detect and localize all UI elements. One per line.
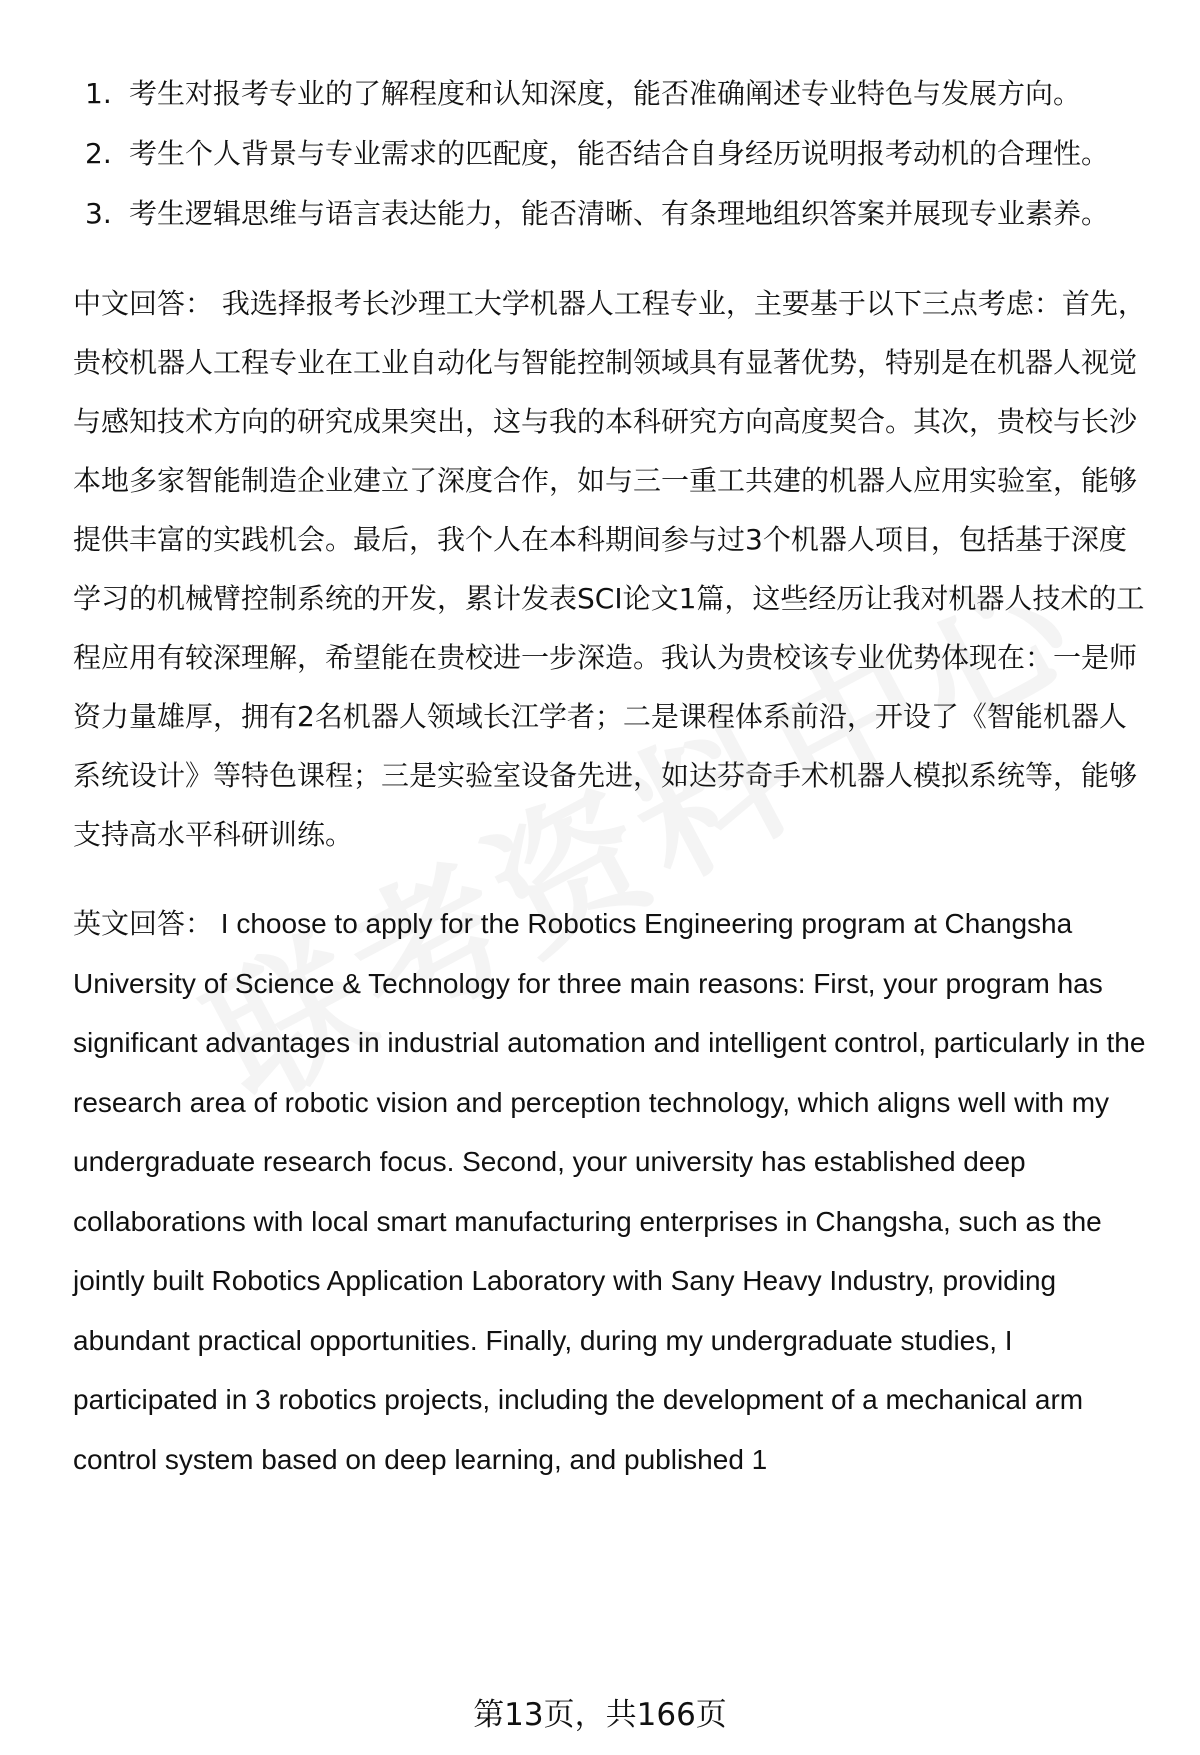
criteria-list (73, 64, 1153, 244)
criteria-text: 考生对报考专业的了解程度和认知深度，能否准确阐述专业特色与发展方向。 (129, 77, 1082, 110)
criteria-item (73, 184, 1153, 244)
chinese-answer-label: 中文回答： (73, 287, 214, 320)
document-body (73, 64, 1153, 1489)
chinese-answer (73, 274, 1153, 864)
page-number: 第13页，共166页 (473, 1697, 727, 1733)
page-footer (0, 1695, 1200, 1735)
criteria-text: 考生逻辑思维与语言表达能力，能否清晰、有条理地组织答案并展现专业素养。 (129, 197, 1110, 230)
english-answer-text: I choose to apply for the Robotics Engineering program at Changsha University of Science & Technology for three main reasons: First, your program has significant advantages in industrial automation and intelligent control, particularly in the research area of robotic vision and perception technology, which aligns well with my undergraduate research focus. Second, your university has established deep collaborations with local smart manufacturing enterprises in Changsha, such as the jointly built Robotics Application Laboratory with Sany Heavy Industry, providing abundant practical opportunities. Finally, during my undergraduate studies, I participated in 3 robotics projects, including the development of a mechanical arm control system based on deep learning, and published 1 (73, 908, 1146, 1475)
chinese-answer-text: 我选择报考长沙理工大学机器人工程专业，主要基于以下三点考虑：首先，贵校机器人工程专业在工业自动化与智能控制领域具有显著优势，特别是在机器人视觉与感知技术方向的研究成果突出，这与我的本科研究方向高度契合。其次，贵校与长沙本地多家智能制造企业建立了深度合作，如与三一重工共建的机器人应用实验室，能够提供丰富的实践机会。最后，我个人在本科期间参与过3个机器人项目，包括基于深度学习的机械臂控制系统的开发，累计发表SCI论文1篇，这些经历让我对机器人技术的工程应用有较深理解，希望能在贵校进一步深造。我认为贵校该专业优势体现在：一是师资力量雄厚，拥有2名机器人领域长江学者；二是课程体系前沿，开设了《智能机器人系统设计》等特色课程；三是实验室设备先进，如达芬奇手术机器人模拟系统等，能够支持高水平科研训练。 (73, 287, 1146, 851)
criteria-item (73, 64, 1153, 124)
english-answer (73, 894, 1153, 1489)
criteria-number: 1. (85, 77, 112, 110)
criteria-number: 2. (85, 137, 112, 170)
criteria-number: 3. (85, 197, 112, 230)
english-answer-label: 英文回答： (73, 907, 214, 940)
criteria-text: 考生个人背景与专业需求的匹配度，能否结合自身经历说明报考动机的合理性。 (129, 137, 1110, 170)
criteria-item (73, 124, 1153, 184)
